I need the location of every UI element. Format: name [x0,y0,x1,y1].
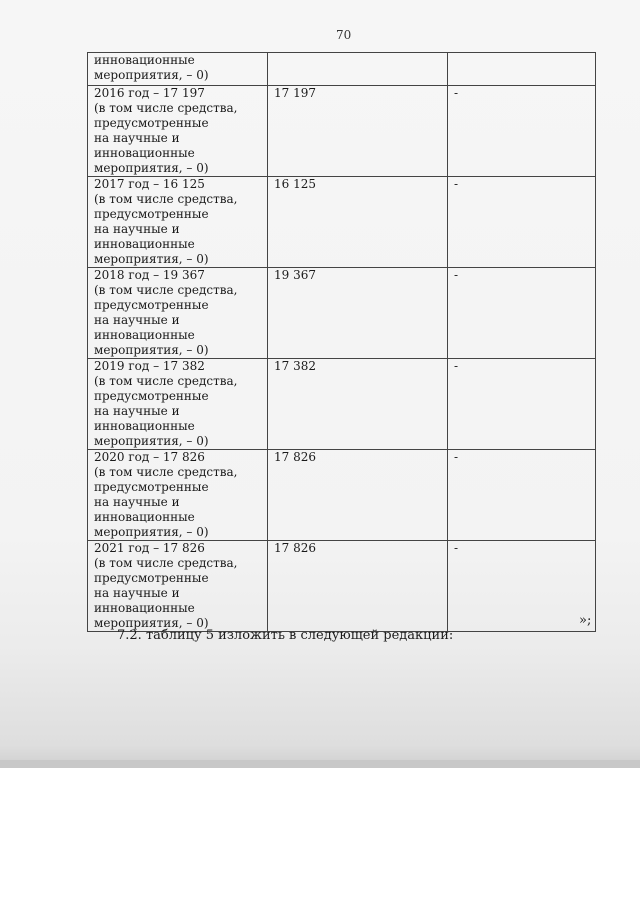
table-row [88,268,596,359]
cell-line: на научные и [94,495,180,509]
cell-line: мероприятия, – 0) [94,161,209,175]
cell-line: на научные и [94,222,180,236]
period-cell [88,359,268,450]
note-cell: - [448,359,596,450]
cell-line: на научные и [94,131,180,145]
note-cell [448,53,596,86]
cell-line: на научные и [94,586,180,600]
amount-cell: 19 367 [268,268,448,359]
period-cell [88,450,268,541]
cell-line: предусмотренные [94,571,209,585]
cell-line: мероприятия, – 0) [94,252,209,266]
cell-line: предусмотренные [94,116,209,130]
cell-line: мероприятия, – 0) [94,525,209,539]
cell-line: мероприятия, – 0) [94,68,209,82]
cell-line: 2018 год – 19 367 [94,268,205,282]
table-row [88,177,596,268]
cell-line: 2016 год – 17 197 [94,86,205,100]
cell-line: предусмотренные [94,389,209,403]
note-cell: - [448,177,596,268]
cell-line: инновационные [94,328,195,342]
amount-cell: 17 826 [268,450,448,541]
amount-cell: 16 125 [268,177,448,268]
cell-line: инновационные [94,510,195,524]
cell-line: инновационные [94,53,195,67]
cell-line: на научные и [94,404,180,418]
note-cell: - [448,86,596,177]
cell-line: мероприятия, – 0) [94,434,209,448]
table-row [88,53,596,86]
period-cell [88,177,268,268]
cell-line: предусмотренные [94,480,209,494]
amount-cell [268,53,448,86]
cell-line: инновационные [94,419,195,433]
cell-line: предусмотренные [94,298,209,312]
note-cell: - [448,450,596,541]
page-number: 70 [336,28,352,42]
cell-line: (в том числе средства, [94,283,238,297]
cell-line: предусмотренные [94,207,209,221]
cell-line: (в том числе средства, [94,192,238,206]
cell-line: 2020 год – 17 826 [94,450,205,464]
amount-cell: 17 382 [268,359,448,450]
period-cell [88,268,268,359]
cell-line: (в том числе средства, [94,465,238,479]
amount-cell: 17 197 [268,86,448,177]
cell-line: инновационные [94,237,195,251]
cell-line: на научные и [94,313,180,327]
table-row [88,541,596,632]
note-cell: - [448,541,596,632]
instruction-text: 7.2. таблицу 5 изложить в следующей редакции: [117,628,454,643]
cell-line: (в том числе средства, [94,374,238,388]
cell-line: 2017 год – 16 125 [94,177,205,191]
cell-line: инновационные [94,146,195,160]
cell-line: мероприятия, – 0) [94,343,209,357]
closing-quote: »; [579,613,592,628]
cell-line: 2019 год – 17 382 [94,359,205,373]
amount-cell: 17 826 [268,541,448,632]
cell-line: инновационные [94,601,195,615]
cell-line: 2021 год – 17 826 [94,541,205,555]
funding-table [87,52,596,632]
period-cell [88,53,268,86]
table-row [88,450,596,541]
cell-line: (в том числе средства, [94,556,238,570]
cell-line: (в том числе средства, [94,101,238,115]
period-cell [88,86,268,177]
table-row [88,86,596,177]
period-cell [88,541,268,632]
funding-table-body [88,53,596,632]
note-cell: - [448,268,596,359]
cell-line: мероприятия, – 0) [94,616,209,630]
table-row [88,359,596,450]
